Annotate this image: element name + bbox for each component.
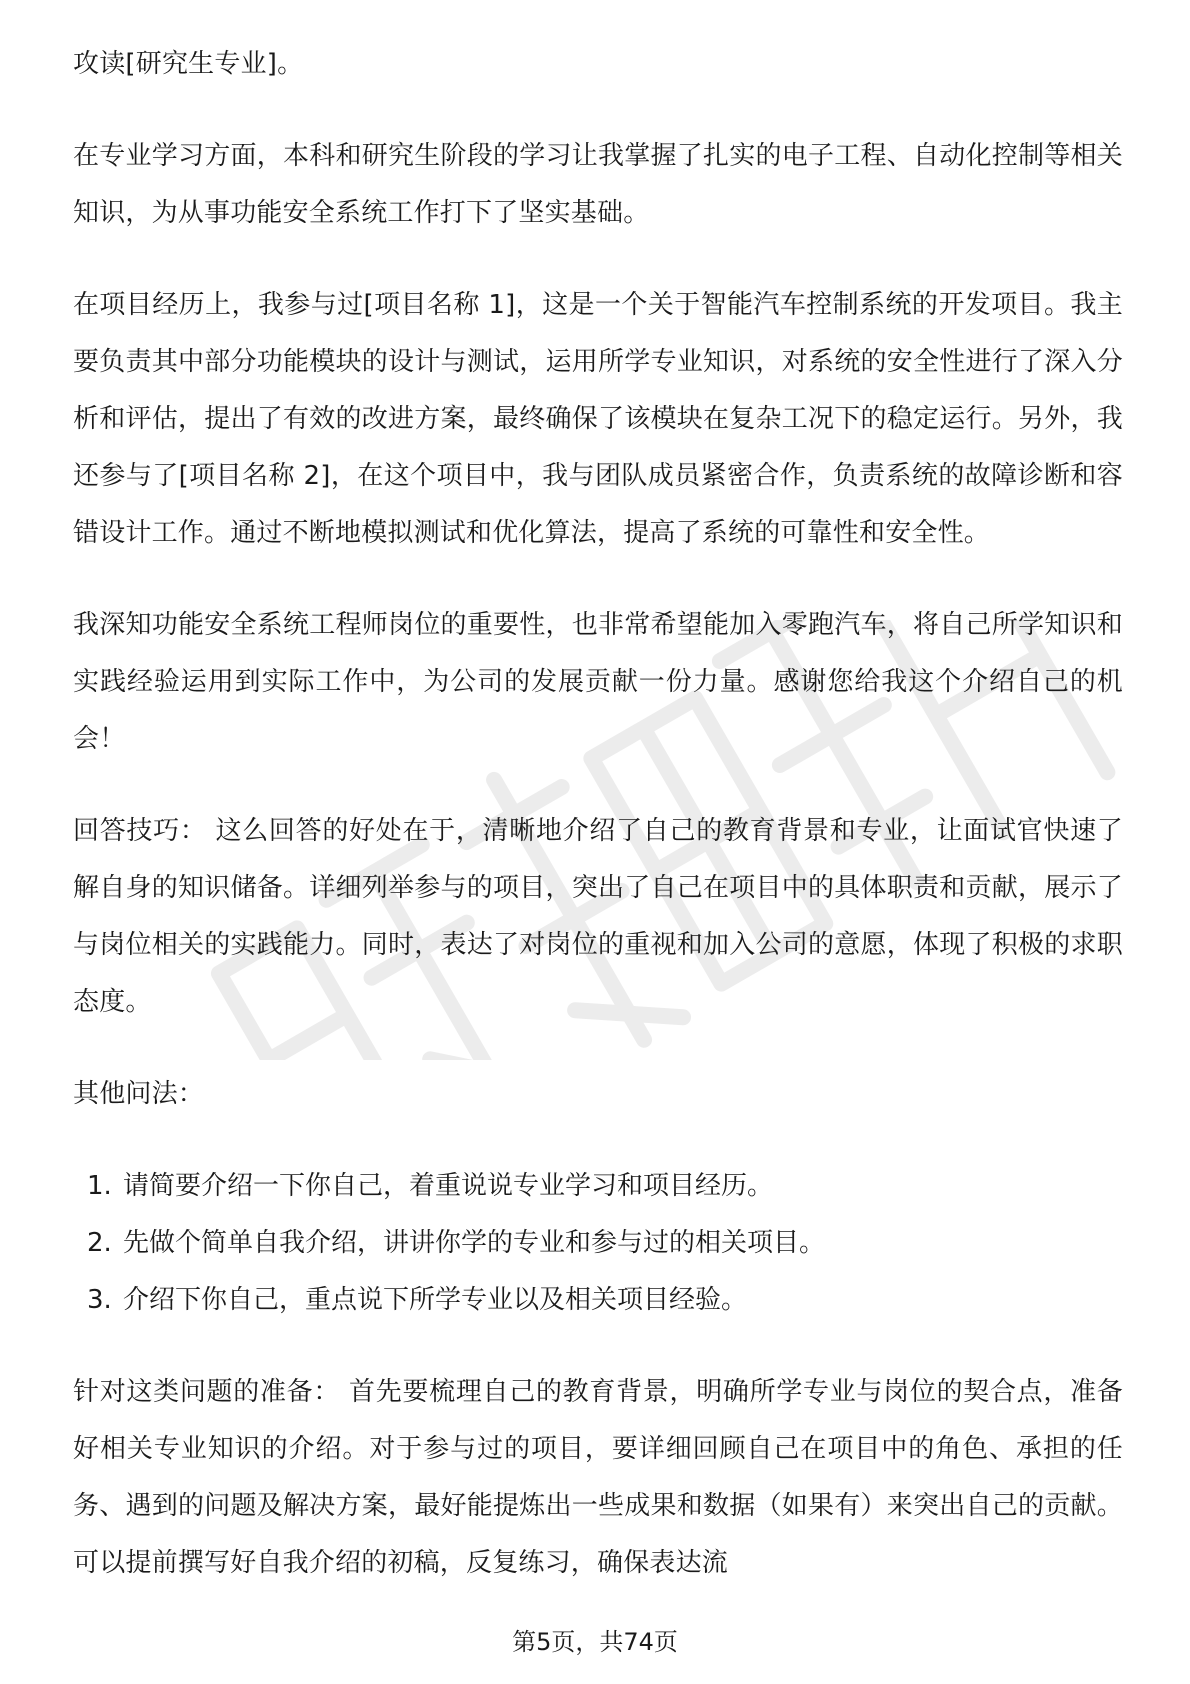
list-item [73, 1215, 1123, 1272]
page-footer: 第5页，共74页 [512, 1628, 678, 1656]
list-item-text: 先做个简单自我介绍，讲讲你学的专业和参与过的相关项目。 [123, 1228, 826, 1258]
list-item-text: 请简要介绍一下你自己，着重说说专业学习和项目经历。 [123, 1171, 774, 1201]
paragraph-other-questions-heading: 其他问法： [73, 1079, 205, 1109]
list-item-number: 3. [87, 1285, 112, 1315]
list-item-number: 2. [87, 1228, 112, 1258]
list-item [73, 1272, 1123, 1329]
paragraph-continuation: 攻读[研究生专业]。 [73, 49, 304, 79]
list-item-text: 介绍下你自己，重点说下所学专业以及相关项目经验。 [123, 1285, 748, 1315]
document-page [73, 36, 1123, 1627]
paragraph-study: 在专业学习方面，本科和研究生阶段的学习让我掌握了扎实的电子工程、自动化控制等相关知识，为从事功能安全系统工作打下了坚实基础。 [73, 141, 1123, 228]
list-item [73, 1158, 1123, 1215]
list-item-number: 1. [87, 1171, 112, 1201]
paragraph-preparation: 针对这类问题的准备： 首先要梳理自己的教育背景，明确所学专业与岗位的契合点，准备好相关专业知识的介绍。对于参与过的项目，要详细回顾自己在项目中的角色、承担的任务、遇到的问题及解决方案，最好能提炼出一些成果和数据（如果有）来突出自己的贡献。可以提前撰写好自我介绍的初稿，反复练习，确保表达流 [73, 1377, 1124, 1578]
paragraph-answer-tips: 回答技巧： 这么回答的好处在于，清晰地介绍了自己的教育背景和专业，让面试官快速了解自身的知识储备。详细列举参与的项目，突出了自己在项目中的具体职责和贡献，展示了与岗位相关的实践能力。同时，表达了对岗位的重视和加入公司的意愿，体现了积极的求职态度。 [73, 816, 1124, 1017]
paragraph-projects: 在项目经历上，我参与过[项目名称 1]，这是一个关于智能汽车控制系统的开发项目。我主要负责其中部分功能模块的设计与测试，运用所学专业知识，对系统的安全性进行了深入分析和评估，提出了有效的改进方案，最终确保了该模块在复杂工况下的稳定运行。另外，我还参与了[项目名称 2]，在这个项目中，我与团队成员紧密合作，负责系统的故障诊断和容错设计工作。通过不断地模拟测试和优化算法，提高了系统的可靠性和安全性。 [73, 290, 1123, 548]
paragraph-motivation: 我深知功能安全系统工程师岗位的重要性，也非常希望能加入零跑汽车，将自己所学知识和实践经验运用到实际工作中，为公司的发展贡献一份力量。感谢您给我这个介绍自己的机会！ [73, 610, 1123, 754]
other-questions-list [73, 1158, 1123, 1329]
